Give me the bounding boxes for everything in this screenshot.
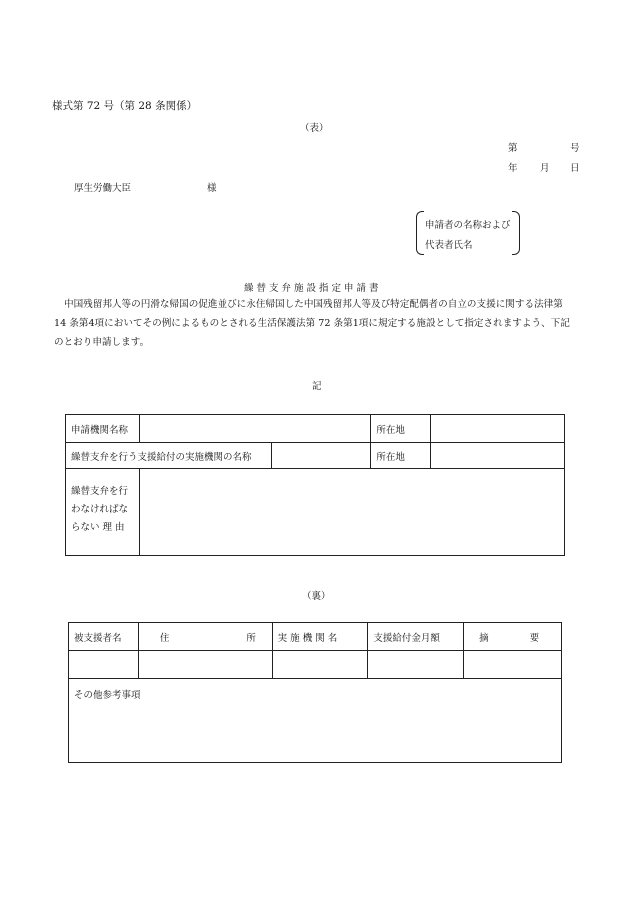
location-label-1: 所在地 xyxy=(371,415,431,443)
document-title: 繰替支弁施設指定申請書 xyxy=(244,283,382,294)
day-label: 日 xyxy=(570,163,580,174)
amount-field[interactable] xyxy=(368,651,464,679)
ki-label: 記 xyxy=(312,381,322,392)
other-notes-label: その他参考事項 xyxy=(74,690,141,701)
month-label: 月 xyxy=(540,163,550,174)
body-paragraph: 中国残留邦人等の円滑な帰国の促進並びに永住帰国した中国残留邦人等及び特定配偶者の自立の支援に関する法律第 14 条第4項においてその例によるものとされる生活保護法第 72 条第1項に規定する施設として指定されますよう、下記のとおり申請します。 xyxy=(54,299,570,348)
reason-line1: 繰替支弁を行 xyxy=(71,486,129,497)
go-label: 号 xyxy=(570,143,580,154)
front-table xyxy=(65,414,565,556)
col-summary-1: 摘 xyxy=(479,632,489,644)
location-field-2[interactable] xyxy=(431,443,565,469)
dai-label: 第 xyxy=(508,143,518,154)
form-number: 様式第 72 号（第 28 条関係） xyxy=(52,100,198,112)
summary-field[interactable] xyxy=(464,651,562,679)
applicant-line2: 代表者氏名 xyxy=(425,240,473,251)
col-summary-2: 要 xyxy=(529,632,540,644)
col-address xyxy=(138,623,272,651)
reason-label xyxy=(66,469,140,556)
reason-line3: らない 理 由 xyxy=(71,522,125,533)
implementing-body-label: 繰替支弁を行う支援給付の実施機関の名称 xyxy=(66,443,272,469)
address-field[interactable] xyxy=(138,651,272,679)
col-amount: 支援給付金月額 xyxy=(368,623,464,651)
reason-line2: わなければな xyxy=(71,504,129,515)
bracket-right xyxy=(512,211,520,255)
addressee: 厚生労働大臣 xyxy=(74,183,132,194)
location-label-2: 所在地 xyxy=(371,443,431,469)
col-address-2: 所 xyxy=(246,632,256,644)
front-label: （表） xyxy=(300,123,329,134)
agency-field[interactable] xyxy=(272,651,368,679)
back-table xyxy=(68,622,562,763)
institution-name-field[interactable] xyxy=(139,415,370,443)
col-recipient: 被支援者名 xyxy=(69,623,139,651)
institution-name-label: 申請機関名称 xyxy=(66,415,140,443)
col-address-1: 住 xyxy=(159,632,170,644)
recipient-field[interactable] xyxy=(69,651,139,679)
location-field-1[interactable] xyxy=(431,415,565,443)
year-label: 年 xyxy=(508,163,518,174)
back-label: （裏） xyxy=(302,591,331,602)
sama-label: 様 xyxy=(207,183,217,194)
bracket-left xyxy=(416,211,424,255)
applicant-line1: 申請者の名称および xyxy=(425,220,511,231)
other-notes-cell[interactable] xyxy=(69,679,562,763)
implementing-body-field[interactable] xyxy=(271,443,371,469)
col-agency: 実 施 機 関 名 xyxy=(272,623,368,651)
col-summary xyxy=(464,623,562,651)
reason-field[interactable] xyxy=(139,469,564,556)
